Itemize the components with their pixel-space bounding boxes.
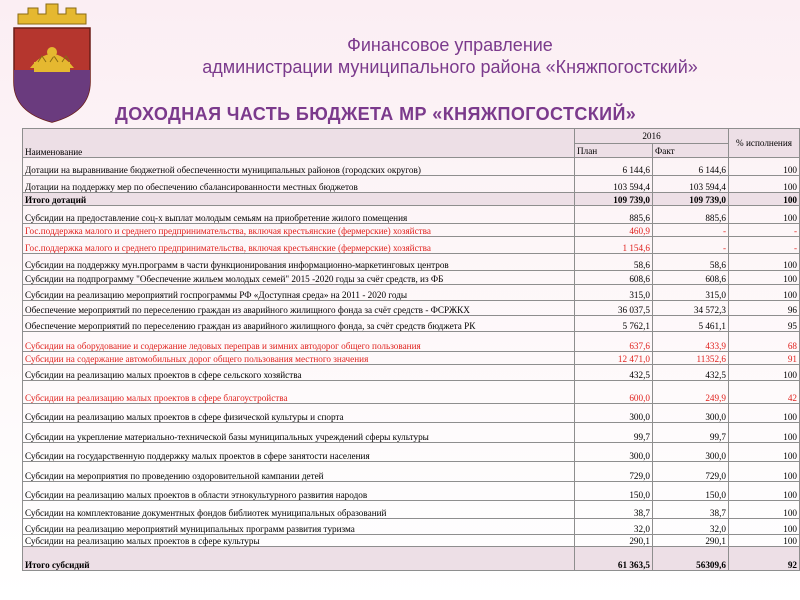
table-row bbox=[23, 271, 800, 285]
cell-fact: 11352,6 bbox=[653, 352, 729, 365]
cell-fact: 729,0 bbox=[653, 462, 729, 482]
cell-fact: 58,6 bbox=[653, 254, 729, 271]
cell-percent: 100 bbox=[729, 271, 800, 285]
cell-name: Субсидии на реализацию малых проектов в сфере культуры bbox=[23, 535, 575, 547]
cell-name: Гос.поддержка малого и среднего предпринимательства, включая крестьянские (фермерские) хозяйства bbox=[23, 224, 575, 237]
cell-fact: 38,7 bbox=[653, 501, 729, 519]
cell-fact: 608,6 bbox=[653, 271, 729, 285]
cell-percent: 100 bbox=[729, 176, 800, 193]
cell-fact: 150,0 bbox=[653, 482, 729, 501]
cell-percent: 91 bbox=[729, 352, 800, 365]
cell-name: Субсидии на оборудование и содержание ледовых переправ и зимних автодорог общего пользования bbox=[23, 332, 575, 352]
cell-plan: 150,0 bbox=[575, 482, 653, 501]
cell-plan: 38,7 bbox=[575, 501, 653, 519]
cell-name: Субсидии на комплектование документных фондов библиотек муниципальных образований bbox=[23, 501, 575, 519]
table-row bbox=[23, 535, 800, 547]
cell-percent: 96 bbox=[729, 301, 800, 316]
column-header-percent bbox=[729, 129, 800, 158]
cell-fact: 885,6 bbox=[653, 206, 729, 224]
document-title: ДОХОДНАЯ ЧАСТЬ БЮДЖЕТА МР «КНЯЖПОГОСТСКИЙ» bbox=[115, 104, 637, 124]
cell-percent: 100 bbox=[729, 158, 800, 176]
cell-plan: 12 471,0 bbox=[575, 352, 653, 365]
cell-percent: 100 bbox=[729, 193, 800, 206]
cell-plan: 432,5 bbox=[575, 365, 653, 381]
table-total-row bbox=[23, 193, 800, 206]
column-header-year: 2016 bbox=[575, 129, 729, 144]
cell-plan: 885,6 bbox=[575, 206, 653, 224]
cell-name: Обеспечение мероприятий по переселению граждан из аварийного жилищного фонда за счёт средств - ФСРЖКХ bbox=[23, 301, 575, 316]
table-row bbox=[23, 352, 800, 365]
cell-plan: 600,0 bbox=[575, 381, 653, 404]
cell-plan: 1 154,6 bbox=[575, 237, 653, 254]
cell-plan: 300,0 bbox=[575, 443, 653, 462]
budget-table-container bbox=[22, 128, 799, 571]
cell-plan: 637,6 bbox=[575, 332, 653, 352]
cell-percent: 100 bbox=[729, 404, 800, 423]
cell-fact: 99,7 bbox=[653, 423, 729, 443]
cell-fact: - bbox=[653, 224, 729, 237]
cell-name: Субсидии на укрепление материально-технической базы муниципальных учреждений сферы культуры bbox=[23, 423, 575, 443]
table-body bbox=[23, 158, 800, 571]
cell-percent: - bbox=[729, 224, 800, 237]
cell-name: Итого субсидий bbox=[23, 547, 575, 571]
table-row bbox=[23, 206, 800, 224]
cell-percent: 100 bbox=[729, 462, 800, 482]
cell-fact: 315,0 bbox=[653, 285, 729, 301]
cell-name: Гос.поддержка малого и среднего предпринимательства, включая крестьянские (фермерские) хозяйства bbox=[23, 237, 575, 254]
cell-name: Субсидии на мероприятия по проведению оздоровительной кампании детей bbox=[23, 462, 575, 482]
cell-fact: 34 572,3 bbox=[653, 301, 729, 316]
table-total-row bbox=[23, 547, 800, 571]
cell-percent: 100 bbox=[729, 501, 800, 519]
cell-plan: 729,0 bbox=[575, 462, 653, 482]
table-row bbox=[23, 285, 800, 301]
cell-name: Субсидии на реализацию малых проектов в области этнокультурного развития народов bbox=[23, 482, 575, 501]
cell-fact: 249,9 bbox=[653, 381, 729, 404]
table-row bbox=[23, 176, 800, 193]
cell-percent: 68 bbox=[729, 332, 800, 352]
table-row bbox=[23, 301, 800, 316]
table-row bbox=[23, 482, 800, 501]
cell-percent: 95 bbox=[729, 316, 800, 332]
table-row bbox=[23, 237, 800, 254]
cell-percent: 100 bbox=[729, 519, 800, 535]
cell-fact: 433,9 bbox=[653, 332, 729, 352]
cell-fact: 56309,6 bbox=[653, 547, 729, 571]
cell-name: Субсидии на реализацию малых проектов в сфере физической культуры и спорта bbox=[23, 404, 575, 423]
column-header-plan: План bbox=[575, 144, 653, 158]
table-row bbox=[23, 316, 800, 332]
org-name-line1: Финансовое управление bbox=[347, 35, 553, 55]
cell-name: Субсидии на предоставление соц-х выплат молодым семьям на приобретение жилого помещения bbox=[23, 206, 575, 224]
org-name-line2: администрации муниципального района «Княжпогостский» bbox=[202, 57, 698, 77]
cell-name: Итого дотаций bbox=[23, 193, 575, 206]
cell-percent: 100 bbox=[729, 423, 800, 443]
cell-percent: 100 bbox=[729, 482, 800, 501]
cell-plan: 36 037,5 bbox=[575, 301, 653, 316]
column-header-name: Наименование bbox=[23, 129, 575, 158]
cell-plan: 608,6 bbox=[575, 271, 653, 285]
cell-plan: 290,1 bbox=[575, 535, 653, 547]
cell-percent: 100 bbox=[729, 206, 800, 224]
page-header bbox=[100, 34, 800, 78]
cell-percent: 100 bbox=[729, 285, 800, 301]
cell-name: Субсидии на реализацию малых проектов в сфере благоустройства bbox=[23, 381, 575, 404]
cell-plan: 300,0 bbox=[575, 404, 653, 423]
cell-name: Субсидии на реализацию малых проектов в сфере сельского хозяйства bbox=[23, 365, 575, 381]
cell-plan: 103 594,4 bbox=[575, 176, 653, 193]
table-row bbox=[23, 423, 800, 443]
cell-fact: 6 144,6 bbox=[653, 158, 729, 176]
cell-fact: 5 461,1 bbox=[653, 316, 729, 332]
cell-percent: 100 bbox=[729, 443, 800, 462]
column-header-fact: Факт bbox=[653, 144, 729, 158]
cell-plan: 61 363,5 bbox=[575, 547, 653, 571]
cell-fact: 290,1 bbox=[653, 535, 729, 547]
cell-percent: 100 bbox=[729, 535, 800, 547]
cell-name: Субсидии на поддержку мун.программ в части функционирования информационно-маркетинговых центров bbox=[23, 254, 575, 271]
table-row bbox=[23, 365, 800, 381]
cell-fact: 300,0 bbox=[653, 404, 729, 423]
table-row bbox=[23, 254, 800, 271]
cell-name: Субсидии на реализацию мероприятий муниципальных программ развития туризма bbox=[23, 519, 575, 535]
cell-percent: - bbox=[729, 237, 800, 254]
cell-fact: 109 739,0 bbox=[653, 193, 729, 206]
cell-plan: 58,6 bbox=[575, 254, 653, 271]
cell-percent: 100 bbox=[729, 254, 800, 271]
cell-fact: 300,0 bbox=[653, 443, 729, 462]
column-header-percent-label: % исполнения bbox=[736, 138, 792, 148]
cell-fact: 32,0 bbox=[653, 519, 729, 535]
cell-name: Субсидии на подпрограмму "Обеспечение жильем молодых семей" 2015 -2020 годы за счёт средств, из ФБ bbox=[23, 271, 575, 285]
cell-name: Дотации на поддержку мер по обеспечению сбалансированности местных бюджетов bbox=[23, 176, 575, 193]
cell-name: Субсидии на реализацию мероприятий госпрограммы РФ «Доступная среда» на 2011 - 2020 годы bbox=[23, 285, 575, 301]
table-row bbox=[23, 404, 800, 423]
cell-plan: 5 762,1 bbox=[575, 316, 653, 332]
cell-percent: 100 bbox=[729, 365, 800, 381]
cell-plan: 460,9 bbox=[575, 224, 653, 237]
cell-fact: - bbox=[653, 237, 729, 254]
cell-name: Дотации на выравнивание бюджетной обеспеченности муниципальных районов (городских округов) bbox=[23, 158, 575, 176]
budget-table bbox=[22, 128, 800, 571]
table-row bbox=[23, 462, 800, 482]
cell-fact: 103 594,4 bbox=[653, 176, 729, 193]
table-row bbox=[23, 224, 800, 237]
table-row bbox=[23, 519, 800, 535]
coat-of-arms-icon bbox=[4, 0, 100, 124]
cell-name: Субсидии на содержание автомобильных дорог общего пользования местного значения bbox=[23, 352, 575, 365]
table-row bbox=[23, 381, 800, 404]
cell-percent: 92 bbox=[729, 547, 800, 571]
table-row bbox=[23, 332, 800, 352]
cell-plan: 32,0 bbox=[575, 519, 653, 535]
cell-plan: 99,7 bbox=[575, 423, 653, 443]
cell-plan: 109 739,0 bbox=[575, 193, 653, 206]
cell-name: Субсидии на государственную поддержку малых проектов в сфере занятости населения bbox=[23, 443, 575, 462]
table-row bbox=[23, 501, 800, 519]
cell-fact: 432,5 bbox=[653, 365, 729, 381]
cell-plan: 6 144,6 bbox=[575, 158, 653, 176]
cell-name: Обеспечение мероприятий по переселению граждан из аварийного жилищного фонда, за счёт средств бюджета РК bbox=[23, 316, 575, 332]
table-row bbox=[23, 158, 800, 176]
cell-percent: 42 bbox=[729, 381, 800, 404]
cell-plan: 315,0 bbox=[575, 285, 653, 301]
table-row bbox=[23, 443, 800, 462]
